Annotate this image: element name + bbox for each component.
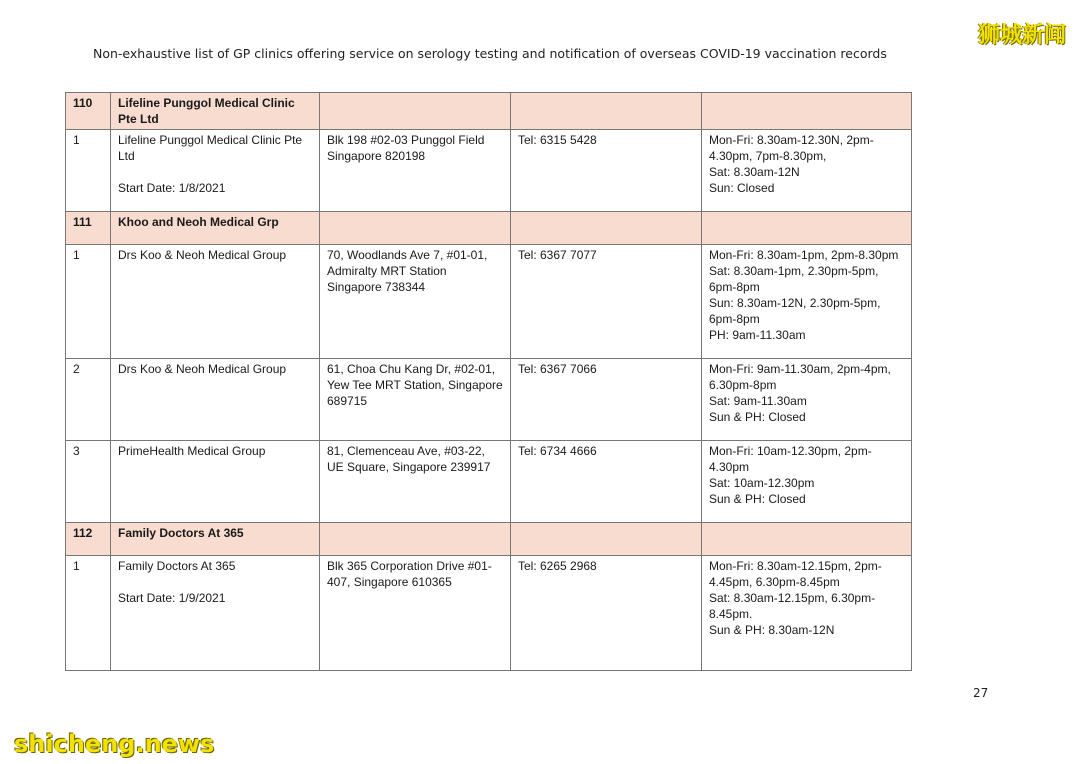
page-title: Non-exhaustive list of GP clinics offering service on serology testing and notification of overseas COVID-19 vaccination records [93,46,887,61]
group-name: Khoo and Neoh Medical Grp [111,212,320,245]
clinic-name: Lifeline Punggol Medical Clinic Pte Ltd [118,133,303,163]
hours-line: Sun & PH: Closed [709,492,806,506]
hours-line: Mon-Fri: 10am-12.30pm, 2pm-4.30pm [709,444,872,474]
clinic-address: Blk 365 Corporation Drive #01-407, Singapore 610365 [320,556,511,671]
hours-line: Mon-Fri: 8.30am-12.15pm, 2pm-4.45pm, 6.30pm-8.45pm [709,559,882,589]
clinic-address: Blk 198 #02-03 Punggol Field Singapore 820198 [320,130,511,212]
clinic-number: 1 [66,130,111,212]
clinic-row [66,441,912,523]
hours-line: Mon-Fri: 9am-11.30am, 2pm-4pm, 6.30pm-8pm [709,362,891,392]
clinic-row [66,556,912,671]
clinic-number: 2 [66,359,111,441]
clinic-name: PrimeHealth Medical Group [111,441,320,523]
clinic-name: Drs Koo & Neoh Medical Group [111,245,320,359]
clinic-name: Drs Koo & Neoh Medical Group [111,359,320,441]
hours-line: Sun & PH: Closed [709,410,806,424]
clinic-address: 61, Choa Chu Kang Dr, #02-01, Yew Tee MRT Station, Singapore 689715 [320,359,511,441]
group-name: Lifeline Punggol Medical Clinic Pte Ltd [111,93,320,130]
start-date: Start Date: 1/8/2021 [118,181,226,195]
watermark-logo-bottom: shicheng.news [14,730,215,758]
hours-line: Sun: Closed [709,181,775,195]
group-number: 110 [66,93,111,130]
page-number: 27 [973,686,989,700]
clinic-tel: Tel: 6265 2968 [511,556,702,671]
clinic-number: 1 [66,245,111,359]
group-row-110 [66,93,912,130]
clinic-name: Family Doctors At 365 [118,559,236,573]
start-date: Start Date: 1/9/2021 [118,591,226,605]
clinic-number: 3 [66,441,111,523]
clinic-number: 1 [66,556,111,671]
hours-line: Sat: 8.30am-12N [709,165,800,179]
hours-line: Sat: 8.30am-12.15pm, 6.30pm-8.45pm. [709,591,876,621]
hours-line: Sat: 10am-12.30pm [709,476,815,490]
clinic-tel: Tel: 6315 5428 [511,130,702,212]
group-number: 111 [66,212,111,245]
clinic-table [65,92,912,671]
clinic-tel: Tel: 6367 7066 [511,359,702,441]
clinic-tel: Tel: 6734 4666 [511,441,702,523]
clinic-tel: Tel: 6367 7077 [511,245,702,359]
clinic-address: 81, Clemenceau Ave, #03-22, UE Square, Singapore 239917 [320,441,511,523]
group-name: Family Doctors At 365 [111,523,320,556]
hours-line: Sun: 8.30am-12N, 2.30pm-5pm, 6pm-8pm [709,296,881,326]
hours-line: Mon-Fri: 8.30am-1pm, 2pm-8.30pm [709,248,899,262]
hours-line: Sat: 9am-11.30am [709,394,807,408]
group-row-111 [66,212,912,245]
group-row-112 [66,523,912,556]
hours-line: Mon-Fri: 8.30am-12.30N, 2pm-4.30pm, 7pm-8.30pm, [709,133,874,163]
watermark-logo-top: 狮城新闻 [977,23,1066,48]
hours-line: Sat: 8.30am-1pm, 2.30pm-5pm, 6pm-8pm [709,264,879,294]
group-number: 112 [66,523,111,556]
clinic-row [66,245,912,359]
clinic-row [66,359,912,441]
hours-line: Sun & PH: 8.30am-12N [709,623,835,637]
clinic-address: 70, Woodlands Ave 7, #01-01, Admiralty MRT Station Singapore 738344 [320,245,511,359]
clinic-row [66,130,912,212]
hours-line: PH: 9am-11.30am [709,328,806,342]
